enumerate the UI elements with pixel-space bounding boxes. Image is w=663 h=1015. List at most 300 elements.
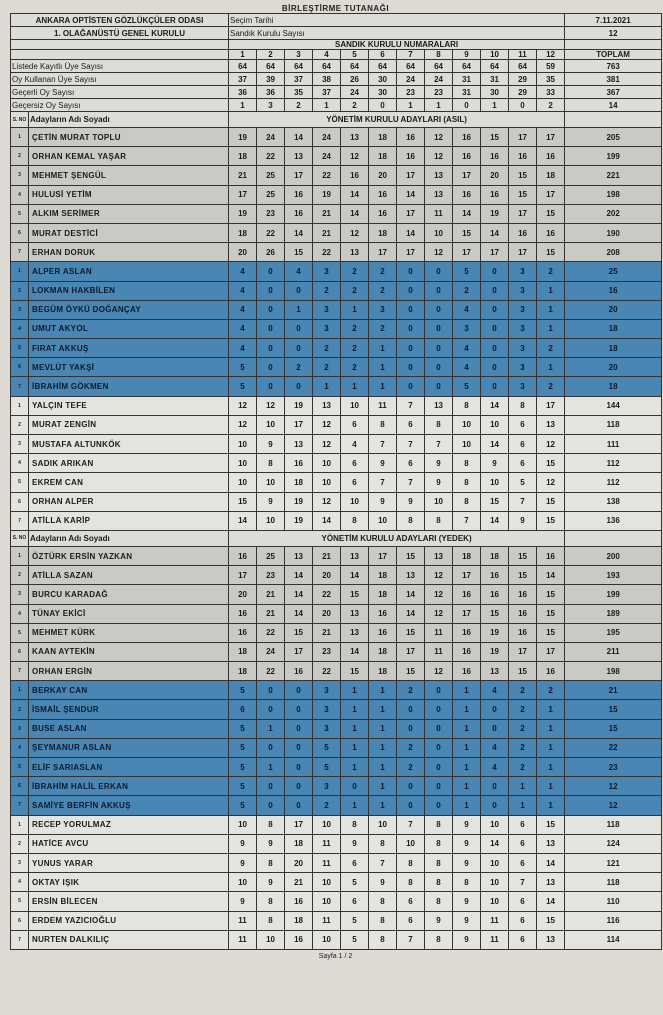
candidate-row: [11, 642, 662, 661]
vote-count: 9: [257, 873, 285, 892]
vote-count: 17: [229, 566, 257, 585]
vote-count: 1: [341, 738, 369, 757]
vote-count: 3: [313, 681, 341, 700]
vote-count: 14: [481, 511, 509, 530]
vote-count: 10: [229, 473, 257, 492]
vote-count: 8: [453, 492, 481, 511]
vote-count: 14: [229, 511, 257, 530]
vote-count: 17: [509, 128, 537, 147]
vote-total: 20: [565, 358, 662, 377]
vote-count: 1: [509, 796, 537, 815]
vote-count: 22: [257, 662, 285, 681]
vote-count: 19: [481, 204, 509, 223]
vote-count: 1: [369, 377, 397, 396]
header-spacer: [11, 40, 229, 50]
vote-count: 0: [397, 358, 425, 377]
vote-total: 211: [565, 642, 662, 661]
vote-count: 13: [425, 185, 453, 204]
vote-count: 20: [285, 853, 313, 872]
stat-value: 26: [341, 73, 369, 86]
vote-total: 18: [565, 339, 662, 358]
vote-count: 2: [537, 339, 565, 358]
stat-value: 3: [257, 99, 285, 112]
vote-count: 7: [397, 396, 425, 415]
vote-count: 22: [313, 243, 341, 262]
vote-count: 7: [397, 815, 425, 834]
vote-total: 116: [565, 911, 662, 930]
vote-total: 114: [565, 930, 662, 949]
vote-count: 0: [425, 777, 453, 796]
vote-count: 4: [285, 262, 313, 281]
candidate-number: 6: [11, 492, 29, 511]
stat-value: 64: [509, 60, 537, 73]
vote-total: 110: [565, 892, 662, 911]
vote-count: 8: [341, 511, 369, 530]
vote-count: 23: [257, 204, 285, 223]
vote-count: 0: [257, 300, 285, 319]
vote-count: 16: [453, 662, 481, 681]
vote-count: 0: [285, 758, 313, 777]
vote-count: 1: [453, 777, 481, 796]
vote-count: 8: [425, 892, 453, 911]
vote-count: 11: [481, 930, 509, 949]
vote-count: 0: [425, 281, 453, 300]
vote-count: 15: [285, 243, 313, 262]
vote-count: 0: [481, 700, 509, 719]
vote-count: 17: [537, 642, 565, 661]
vote-count: 24: [257, 128, 285, 147]
vote-count: 5: [509, 473, 537, 492]
stat-label: Geçersiz Oy Sayısı: [11, 99, 229, 112]
vote-count: 7: [509, 492, 537, 511]
vote-count: 13: [341, 128, 369, 147]
vote-count: 1: [369, 719, 397, 738]
vote-count: 1: [453, 681, 481, 700]
vote-count: 2: [397, 758, 425, 777]
vote-count: 1: [537, 738, 565, 757]
candidate-name: MURAT ZENGİN: [29, 415, 229, 434]
vote-count: 15: [509, 662, 537, 681]
vote-count: 3: [313, 300, 341, 319]
vote-count: 14: [285, 223, 313, 242]
vote-count: 4: [453, 300, 481, 319]
vote-count: 9: [257, 834, 285, 853]
vote-count: 18: [369, 147, 397, 166]
vote-count: 8: [425, 930, 453, 949]
stat-total: 381: [565, 73, 662, 86]
vote-count: 20: [313, 566, 341, 585]
vote-count: 16: [509, 604, 537, 623]
vote-count: 14: [481, 435, 509, 454]
stat-value: 64: [341, 60, 369, 73]
vote-count: 20: [481, 166, 509, 185]
vote-count: 14: [481, 223, 509, 242]
vote-count: 9: [509, 511, 537, 530]
vote-count: 14: [285, 566, 313, 585]
vote-count: 16: [285, 204, 313, 223]
vote-count: 16: [229, 546, 257, 565]
vote-count: 0: [397, 281, 425, 300]
vote-count: 10: [313, 930, 341, 949]
vote-count: 7: [509, 873, 537, 892]
candidate-name: ÇETİN MURAT TOPLU: [29, 128, 229, 147]
vote-count: 10: [481, 873, 509, 892]
vote-total: 118: [565, 815, 662, 834]
vote-count: 15: [537, 243, 565, 262]
candidate-row: [11, 566, 662, 585]
stat-value: 0: [453, 99, 481, 112]
vote-count: 2: [369, 281, 397, 300]
vote-count: 18: [481, 546, 509, 565]
vote-count: 17: [397, 204, 425, 223]
vote-count: 10: [257, 511, 285, 530]
box-number: 10: [481, 50, 509, 60]
candidate-name: MUSTAFA ALTUNKÖK: [29, 435, 229, 454]
vote-count: 18: [285, 834, 313, 853]
vote-count: 16: [509, 623, 537, 642]
box-numbers-header: SANDIK KURULU NUMARALARI: [229, 40, 565, 50]
candidate-number: 5: [11, 473, 29, 492]
vote-count: 2: [537, 681, 565, 700]
vote-count: 0: [425, 358, 453, 377]
vote-count: 0: [481, 300, 509, 319]
org-name: ANKARA OPTİSTEN GÖZLÜKÇÜLER ODASI: [11, 14, 229, 27]
vote-count: 0: [425, 339, 453, 358]
vote-count: 2: [341, 358, 369, 377]
vote-count: 10: [481, 815, 509, 834]
vote-count: 8: [425, 873, 453, 892]
stat-value: 24: [425, 73, 453, 86]
candidate-number: 1: [11, 262, 29, 281]
vote-total: 23: [565, 758, 662, 777]
vote-count: 15: [509, 566, 537, 585]
vote-count: 1: [341, 758, 369, 777]
stat-value: 24: [341, 86, 369, 99]
stat-row: [11, 73, 662, 86]
candidate-number: 4: [11, 604, 29, 623]
vote-count: 16: [481, 185, 509, 204]
candidate-row: [11, 511, 662, 530]
vote-count: 1: [453, 758, 481, 777]
vote-count: 9: [257, 435, 285, 454]
stat-label: Oy Kullanan Üye Sayısı: [11, 73, 229, 86]
vote-count: 11: [229, 911, 257, 930]
vote-count: 2: [313, 358, 341, 377]
vote-total: 12: [565, 777, 662, 796]
vote-count: 1: [537, 777, 565, 796]
total-header: TOPLAM: [565, 50, 662, 60]
vote-count: 20: [313, 604, 341, 623]
vote-count: 13: [425, 546, 453, 565]
asil-section-header: [11, 112, 662, 128]
vote-total: 15: [565, 700, 662, 719]
vote-count: 12: [313, 415, 341, 434]
vote-total: 200: [565, 546, 662, 565]
stat-value: 36: [257, 86, 285, 99]
stat-value: 31: [453, 86, 481, 99]
vote-count: 9: [341, 834, 369, 853]
stat-value: 37: [313, 86, 341, 99]
vote-count: 8: [425, 853, 453, 872]
vote-total: 25: [565, 262, 662, 281]
stat-row: [11, 86, 662, 99]
sno-header: S. NO: [11, 530, 29, 546]
vote-total: 112: [565, 473, 662, 492]
vote-total: 136: [565, 511, 662, 530]
vote-count: 0: [285, 700, 313, 719]
candidate-row: [11, 147, 662, 166]
candidate-number: 1: [11, 546, 29, 565]
candidate-number: 6: [11, 358, 29, 377]
candidate-number: 6: [11, 911, 29, 930]
candidate-name: ATİLLA KARİP: [29, 511, 229, 530]
vote-count: 18: [285, 911, 313, 930]
vote-count: 3: [509, 262, 537, 281]
vote-count: 19: [285, 511, 313, 530]
stat-value: 64: [453, 60, 481, 73]
vote-count: 9: [229, 853, 257, 872]
vote-count: 13: [285, 435, 313, 454]
vote-total: 195: [565, 623, 662, 642]
stat-row: [11, 99, 662, 112]
vote-count: 15: [537, 623, 565, 642]
vote-total: 190: [565, 223, 662, 242]
vote-count: 2: [453, 281, 481, 300]
vote-count: 17: [397, 243, 425, 262]
vote-count: 12: [425, 662, 453, 681]
vote-count: 0: [425, 719, 453, 738]
vote-count: 12: [229, 415, 257, 434]
stat-value: 31: [481, 73, 509, 86]
stat-value: 64: [257, 60, 285, 73]
vote-count: 17: [481, 243, 509, 262]
vote-count: 8: [369, 930, 397, 949]
vote-count: 3: [313, 719, 341, 738]
box-count-value: 12: [565, 27, 662, 40]
vote-count: 1: [285, 300, 313, 319]
candidate-number: 7: [11, 796, 29, 815]
candidate-name: YALÇIN TEFE: [29, 396, 229, 415]
candidate-number: 7: [11, 662, 29, 681]
candidate-number: 3: [11, 853, 29, 872]
vote-count: 0: [397, 700, 425, 719]
vote-total: 199: [565, 585, 662, 604]
vote-count: 13: [537, 873, 565, 892]
vote-count: 17: [285, 815, 313, 834]
candidate-number: 1: [11, 396, 29, 415]
vote-count: 16: [481, 585, 509, 604]
vote-count: 1: [369, 777, 397, 796]
vote-count: 17: [229, 185, 257, 204]
vote-count: 3: [313, 777, 341, 796]
vote-count: 4: [453, 339, 481, 358]
vote-count: 18: [229, 662, 257, 681]
vote-count: 16: [397, 128, 425, 147]
vote-count: 7: [425, 435, 453, 454]
vote-total: 198: [565, 662, 662, 681]
box-number: 11: [509, 50, 537, 60]
stat-total: 14: [565, 99, 662, 112]
vote-count: 15: [509, 185, 537, 204]
vote-count: 15: [341, 662, 369, 681]
vote-count: 3: [509, 319, 537, 338]
vote-count: 5: [341, 930, 369, 949]
vote-count: 19: [481, 642, 509, 661]
vote-count: 18: [369, 223, 397, 242]
vote-count: 2: [509, 719, 537, 738]
vote-count: 0: [257, 319, 285, 338]
vote-count: 3: [313, 700, 341, 719]
vote-count: 18: [369, 662, 397, 681]
document-page: [10, 4, 661, 960]
vote-count: 15: [537, 604, 565, 623]
vote-count: 0: [481, 377, 509, 396]
vote-total: 118: [565, 415, 662, 434]
candidate-name: ŞEYMANUR ASLAN: [29, 738, 229, 757]
vote-count: 0: [257, 777, 285, 796]
vote-count: 4: [481, 738, 509, 757]
vote-count: 17: [285, 642, 313, 661]
candidate-number: 6: [11, 223, 29, 242]
vote-count: 8: [397, 511, 425, 530]
candidate-name: MEVLÜT YAKŞİ: [29, 358, 229, 377]
stat-value: 2: [285, 99, 313, 112]
vote-count: 10: [481, 415, 509, 434]
vote-count: 16: [481, 147, 509, 166]
vote-count: 14: [285, 128, 313, 147]
vote-count: 0: [257, 681, 285, 700]
vote-count: 6: [509, 853, 537, 872]
vote-count: 8: [509, 396, 537, 415]
vote-count: 5: [229, 358, 257, 377]
vote-count: 13: [313, 396, 341, 415]
vote-count: 0: [425, 796, 453, 815]
vote-count: 10: [257, 930, 285, 949]
vote-count: 15: [397, 546, 425, 565]
stat-value: 30: [369, 86, 397, 99]
vote-count: 17: [369, 546, 397, 565]
vote-count: 5: [341, 873, 369, 892]
vote-count: 13: [285, 147, 313, 166]
vote-count: 1: [369, 796, 397, 815]
stat-value: 64: [425, 60, 453, 73]
vote-total: 208: [565, 243, 662, 262]
stat-value: 33: [537, 86, 565, 99]
candidate-name: ERDEM YAZICIOĞLU: [29, 911, 229, 930]
candidate-name: KAAN AYTEKİN: [29, 642, 229, 661]
vote-count: 8: [257, 815, 285, 834]
box-number: 2: [257, 50, 285, 60]
vote-count: 9: [397, 492, 425, 511]
candidate-name-header: Adayların Adı Soyadı: [29, 530, 229, 546]
vote-count: 11: [313, 853, 341, 872]
vote-count: 13: [537, 834, 565, 853]
candidate-number: 3: [11, 585, 29, 604]
vote-total: 193: [565, 566, 662, 585]
candidate-number: 4: [11, 454, 29, 473]
vote-count: 6: [509, 435, 537, 454]
stat-row: [11, 60, 662, 73]
vote-count: 10: [425, 223, 453, 242]
stat-value: 1: [397, 99, 425, 112]
stat-value: 1: [229, 99, 257, 112]
vote-count: 11: [425, 642, 453, 661]
candidate-row: [11, 738, 662, 757]
vote-count: 3: [509, 377, 537, 396]
vote-count: 6: [341, 473, 369, 492]
vote-count: 0: [397, 262, 425, 281]
vote-count: 10: [229, 454, 257, 473]
vote-count: 0: [481, 339, 509, 358]
vote-count: 6: [509, 815, 537, 834]
vote-count: 21: [257, 585, 285, 604]
candidate-row: [11, 396, 662, 415]
vote-count: 1: [341, 719, 369, 738]
vote-count: 9: [369, 454, 397, 473]
vote-count: 2: [537, 262, 565, 281]
vote-total: 202: [565, 204, 662, 223]
vote-count: 21: [313, 223, 341, 242]
stat-value: 29: [509, 73, 537, 86]
vote-count: 0: [285, 377, 313, 396]
vote-count: 2: [285, 358, 313, 377]
candidate-number: 5: [11, 758, 29, 777]
section-title: YÖNETİM KURULU ADAYLARI (ASIL): [229, 112, 565, 128]
vote-count: 2: [369, 262, 397, 281]
vote-count: 0: [397, 377, 425, 396]
vote-count: 0: [425, 319, 453, 338]
candidate-number: 1: [11, 681, 29, 700]
header-spacer: [565, 40, 662, 50]
vote-count: 2: [313, 339, 341, 358]
vote-count: 2: [313, 281, 341, 300]
vote-count: 0: [425, 758, 453, 777]
candidate-name: BURCU KARADAĞ: [29, 585, 229, 604]
stat-total: 367: [565, 86, 662, 99]
stat-value: 23: [425, 86, 453, 99]
box-count-label: Sandık Kurulu Sayısı: [229, 27, 565, 40]
candidate-name: İSMAİL ŞENDUR: [29, 700, 229, 719]
vote-count: 8: [397, 853, 425, 872]
vote-total: 198: [565, 185, 662, 204]
vote-count: 6: [397, 415, 425, 434]
vote-count: 0: [285, 681, 313, 700]
vote-count: 22: [257, 223, 285, 242]
vote-total: 111: [565, 435, 662, 454]
candidate-number: 6: [11, 642, 29, 661]
vote-count: 8: [369, 834, 397, 853]
candidate-name: HULUSİ YETİM: [29, 185, 229, 204]
vote-count: 0: [257, 738, 285, 757]
candidate-number: 4: [11, 873, 29, 892]
vote-count: 1: [341, 377, 369, 396]
vote-count: 8: [453, 873, 481, 892]
vote-count: 16: [341, 166, 369, 185]
candidate-name: ALKIM SERİMER: [29, 204, 229, 223]
vote-count: 16: [481, 566, 509, 585]
vote-count: 11: [425, 623, 453, 642]
vote-count: 21: [257, 604, 285, 623]
candidate-name: SAMİYE BERFİN AKKUŞ: [29, 796, 229, 815]
candidate-name: ÖZTÜRK ERSİN YAZKAN: [29, 546, 229, 565]
vote-count: 15: [537, 815, 565, 834]
vote-count: 12: [537, 473, 565, 492]
vote-count: 17: [509, 243, 537, 262]
candidate-name: RECEP YORULMAZ: [29, 815, 229, 834]
vote-count: 1: [537, 700, 565, 719]
vote-count: 6: [509, 892, 537, 911]
vote-count: 1: [341, 796, 369, 815]
